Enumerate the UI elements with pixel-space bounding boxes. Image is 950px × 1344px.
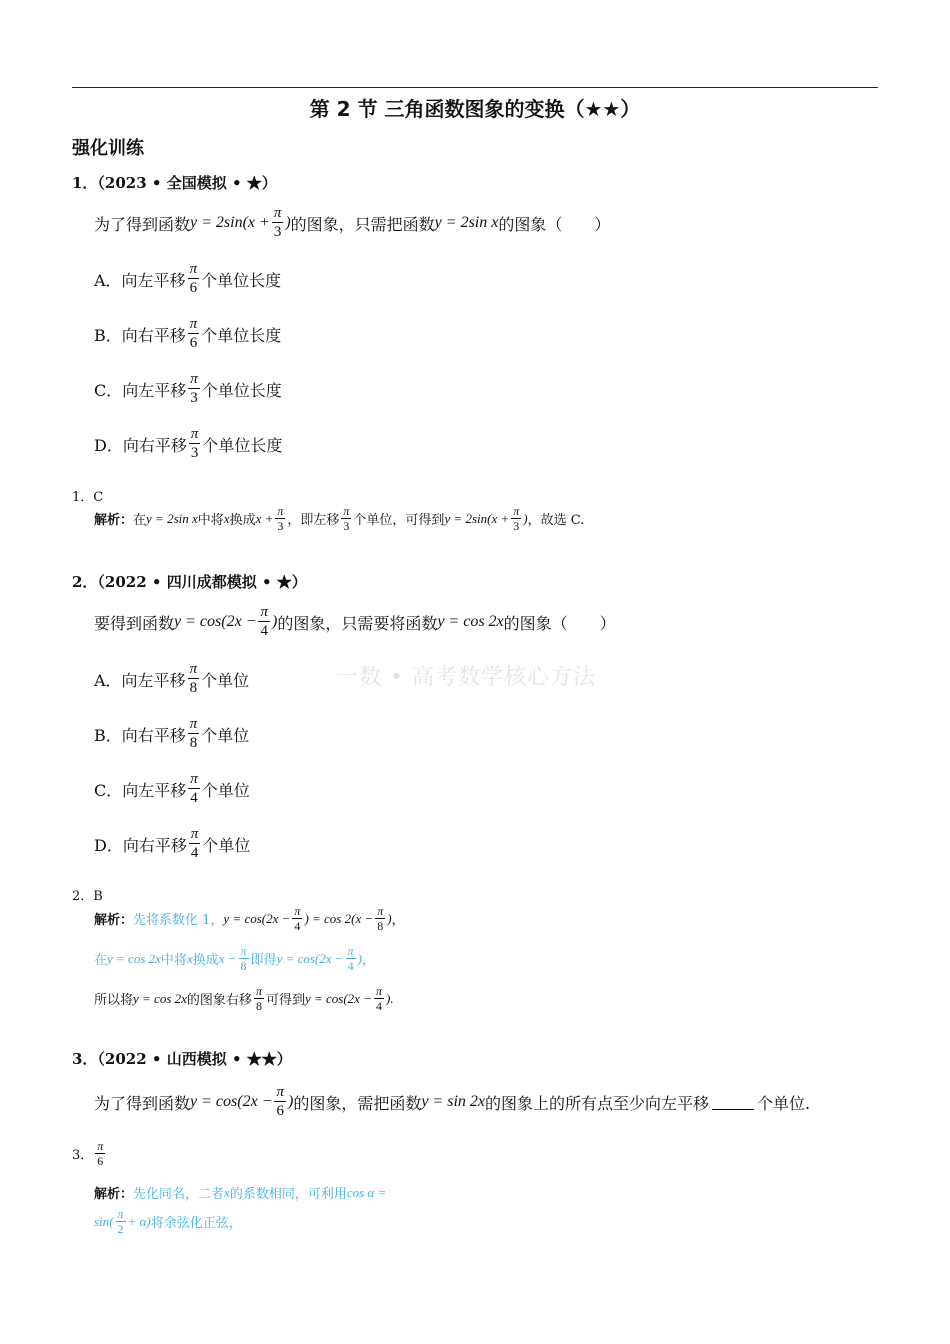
fraction: $\frac{\pi}{6}$	[97, 1139, 104, 1168]
fraction: $\frac{\pi}{8}$	[255, 984, 262, 1013]
fraction: $\frac{\pi}{8}$	[240, 944, 247, 973]
question-3-stem: 为了得到函数 y = cos(2x − $\frac{\pi}{6}$ ) 的图象，需把函数 y = sin 2x 的图象上的所有点至少向左平移 个单位.	[94, 1084, 811, 1119]
question-2-header: 2．（2022 • 四川成都模拟 • ★）	[72, 573, 307, 591]
question-2-stem: 要得到函数 y = cos(2x − $\frac{\pi}{4}$ ) 的图象，只需要将函数 y = cos 2x 的图象（ ）	[94, 604, 616, 639]
solution-label: 解析：	[94, 513, 134, 528]
watermark: 一数 • 高考数学核心方法	[336, 665, 596, 690]
solution-3-line-1: 解析： 先化同名，二者 x 的系数相同，可利用 cos α =	[94, 1184, 387, 1202]
fraction: $\frac{\pi}{3}$	[277, 504, 284, 533]
answer-blank[interactable]	[712, 1095, 754, 1110]
option-b: B．向右平移 $\frac{\pi}{8}$ 个单位	[94, 716, 250, 751]
fraction: $\frac{\pi}{4}$	[190, 771, 198, 806]
option-c: C．向左平移 $\frac{\pi}{3}$ 个单位长度	[94, 371, 282, 406]
option-a: A．向左平移 $\frac{\pi}{6}$ 个单位长度	[94, 261, 282, 296]
stem-text: 为了得到函数	[94, 214, 191, 234]
page-title: 第 2 节 三角函数图象的变换（★★）	[309, 97, 641, 121]
stem-text: 的图象（ ）	[498, 214, 611, 234]
section-heading: 强化训练	[72, 138, 144, 159]
option-d: D．向右平移 $\frac{\pi}{3}$ 个单位长度	[94, 426, 283, 461]
question-1-header: 1．（2023 • 全国模拟 • ★）	[72, 174, 277, 192]
fraction: $\frac{\pi}{6}$	[276, 1084, 284, 1119]
fraction: $\frac{\pi}{6}$	[189, 316, 198, 351]
fraction: $\frac{\pi}{2}$	[117, 1207, 124, 1236]
question-3-header: 3．（2022 • 山西模拟 • ★★）	[72, 1050, 292, 1068]
answer-3: 3． $\frac{\pi}{6}$	[72, 1139, 104, 1168]
fraction: $\frac{\pi}{3}$	[513, 504, 520, 533]
solution-1: 解析： 在 y = 2sin x 中将 x 换成 x + $\frac{\pi}{3}$ ，即左移 $\frac{\pi}{3}$ 个单位，可得到 y = 2sin(x + $\frac{\pi}{3}$ ) ，故选 C.	[94, 504, 585, 533]
option-a: A．向左平移 $\frac{\pi}{8}$ 个单位	[94, 661, 250, 696]
fraction: $\frac{\pi}{8}$	[377, 904, 384, 933]
fraction: $\frac{\pi}{3}$	[190, 426, 199, 461]
answer-1: 1．C	[72, 490, 104, 505]
option-c: C．向左平移 $\frac{\pi}{4}$ 个单位	[94, 771, 250, 806]
fraction: $\frac{\pi}{4}$	[190, 826, 199, 861]
fraction: $\frac{\pi}{4}$	[294, 904, 301, 933]
option-d: D．向右平移 $\frac{\pi}{4}$ 个单位	[94, 826, 251, 861]
solution-label: 解析：	[94, 1187, 134, 1202]
fraction: $\frac{\pi}{4}$	[375, 984, 382, 1013]
fraction: $\frac{\pi}{8}$	[189, 716, 198, 751]
stem-formula: y = 2sin x	[434, 214, 499, 231]
fraction: $\frac{\pi}{4}$	[347, 944, 354, 973]
solution-2-line-1: 解析： 先将系数化 1， y = cos(2x − $\frac{\pi}{4}$ ) = cos 2(x − $\frac{\pi}{8}$ ) ，	[94, 904, 405, 933]
fraction: $\frac{\pi}{6}$	[189, 261, 198, 296]
fraction: $\frac{\pi}{3}$	[343, 504, 350, 533]
stem-formula: y = 2sin(x +	[190, 214, 270, 231]
solution-2-line-2: 在 y = cos 2x 中将 x 换成 x − $\frac{\pi}{8}$ 即得 y = cos(2x − $\frac{\pi}{4}$ ) ，	[94, 944, 375, 973]
fraction: $\frac{\pi}{3}$	[190, 371, 198, 406]
question-1-stem: 为了得到函数 y = 2sin(x + $\frac{\pi}{3}$ ) 的图象，只需把函数 y = 2sin x 的图象（ ）	[94, 205, 611, 240]
solution-label: 解析：	[94, 913, 134, 928]
answer-2: 2．B	[72, 889, 103, 904]
fraction: $\frac{\pi}{3}$	[273, 205, 282, 240]
option-b: B．向右平移 $\frac{\pi}{6}$ 个单位长度	[94, 316, 282, 351]
solution-2-line-3: 所以将 y = cos 2x 的图象右移 $\frac{\pi}{8}$ 可得到 y = cos(2x − $\frac{\pi}{4}$ ).	[94, 984, 394, 1013]
fraction: $\frac{\pi}{4}$	[260, 604, 268, 639]
stem-text: 的图象，只需把函数	[290, 214, 435, 234]
solution-3-line-2: sin( $\frac{\pi}{2}$ + α) 将余弦化正弦，	[94, 1207, 242, 1236]
header-rule	[72, 87, 878, 88]
fraction: $\frac{\pi}{8}$	[189, 661, 198, 696]
